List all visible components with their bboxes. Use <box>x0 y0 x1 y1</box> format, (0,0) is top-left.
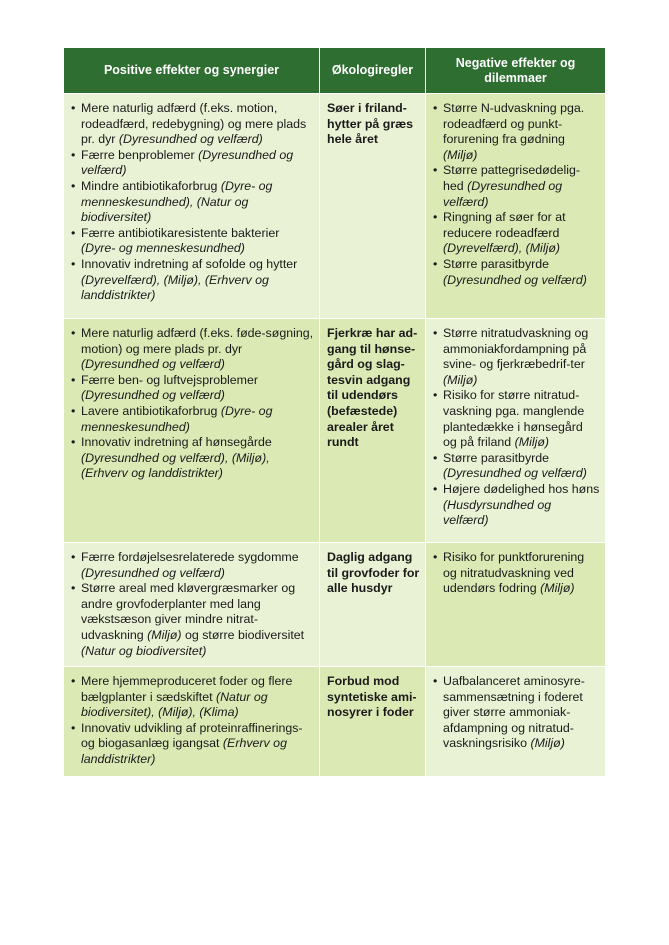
list-item: • Risiko for større nitratud-vaskning pga. manglende plantedække i hønsegård og på friland (Miljø) <box>433 388 600 450</box>
list-item: • Færre antibiotikaresistente bakterier (Dyre- og menneskesundhed) <box>71 226 314 257</box>
row-3-negative <box>426 543 605 667</box>
list-item: • Højere dødelighed hos høns (Husdyrsundhed og velfærd) <box>433 482 600 529</box>
list-item: • Større parasitbyrde (Dyresundhed og velfærd) <box>433 257 600 288</box>
list-item: • Større N-udvaskning pga. rodeadfærd og punkt-forurening fra gødning (Miljø) <box>433 101 600 163</box>
list-item: • Færre fordøjelsesrelaterede sygdomme (Dyresundhed og velfærd) <box>71 550 314 581</box>
list-item: • Mere hjemmeproduceret foder og flere bælgplanter i sædskiftet (Natur og biodiversitet), (Miljø), (Klima) <box>71 674 314 721</box>
list-item: • Større parasitbyrde (Dyresundhed og velfærd) <box>433 451 600 482</box>
list-item: • Uafbalanceret aminosyre-sammensætning i foderet giver større ammoniak-afdampning og nitratud-vaskningsrisiko (Miljø) <box>433 674 600 752</box>
list-item: • Innovativ indretning af sofolde og hytter (Dyrevelfærd), (Miljø), (Erhverv og landdistrikter) <box>71 257 314 304</box>
row-2-negative <box>426 319 605 543</box>
effects-table <box>64 48 605 777</box>
list-item: • Mere naturlig adfærd (f.eks. føde-søgning, motion) og mere plads pr. dyr (Dyresundhed og velfærd) <box>71 326 314 373</box>
list-item: • Lavere antibiotikaforbrug (Dyre- og menneskesundhed) <box>71 404 314 435</box>
list-item: • Risiko for punktforurening og nitratudvaskning ved udendørs fodring (Miljø) <box>433 550 600 597</box>
header-positive <box>64 48 320 94</box>
list-item: • Større areal med kløvergræsmarker og andre grovfoderplanter med lang vækstsæson giver mindre nitrat-udvaskning (Miljø) og større biodiversitet (Natur og biodiversitet) <box>71 581 314 659</box>
list-item: • Færre benproblemer (Dyresundhed og velfærd) <box>71 148 314 179</box>
list-item: • Større pattegrisedødelig-hed (Dyresundhed og velfærd) <box>433 163 600 210</box>
row-1-rule: Søer i friland-hytter på græs hele året <box>320 94 426 319</box>
row-2-rule: Fjerkræ har ad-gang til hønse-gård og slag-tesvin adgang til udendørs (befæstede) arealer året rundt <box>320 319 426 543</box>
header-negative <box>426 48 605 94</box>
row-3-positive <box>64 543 320 667</box>
row-2-positive <box>64 319 320 543</box>
row-4-rule: Forbud mod syntetiske ami-nosyrer i foder <box>320 667 426 777</box>
row-4-negative <box>426 667 605 777</box>
row-1-positive <box>64 94 320 319</box>
header-negative-label: Negative effekter og dilemmaer <box>455 55 576 85</box>
list-item: • Ringning af søer for at reducere rodeadfærd (Dyrevelfærd), (Miljø) <box>433 210 600 257</box>
header-rules <box>320 48 426 94</box>
list-item: • Innovativ udvikling af proteinraffinerings-og biogasanlæg igangsat (Erhverv og landdistrikter) <box>71 721 314 768</box>
row-4-positive <box>64 667 320 777</box>
row-3-rule: Daglig adgang til grovfoder for alle husdyr <box>320 543 426 667</box>
list-item: • Større nitratudvaskning og ammoniakfordampning på svine- og fjerkræbedrif-ter (Miljø) <box>433 326 600 388</box>
header-positive-label: Positive effekter og synergier <box>103 63 280 77</box>
list-item: • Mindre antibiotikaforbrug (Dyre- og menneskesundhed), (Natur og biodiversitet) <box>71 179 314 226</box>
row-1-negative <box>426 94 605 319</box>
list-item: • Innovativ indretning af hønsegårde (Dyresundhed og velfærd), (Miljø), (Erhverv og landdistrikter) <box>71 435 314 482</box>
list-item: • Færre ben- og luftvejsproblemer (Dyresundhed og velfærd) <box>71 373 314 404</box>
list-item: • Mere naturlig adfærd (f.eks. motion, rodeadfærd, redebygning) og mere plads pr. dyr (Dyresundhed og velfærd) <box>71 101 314 148</box>
header-rules-label: Økologiregler <box>331 63 414 77</box>
